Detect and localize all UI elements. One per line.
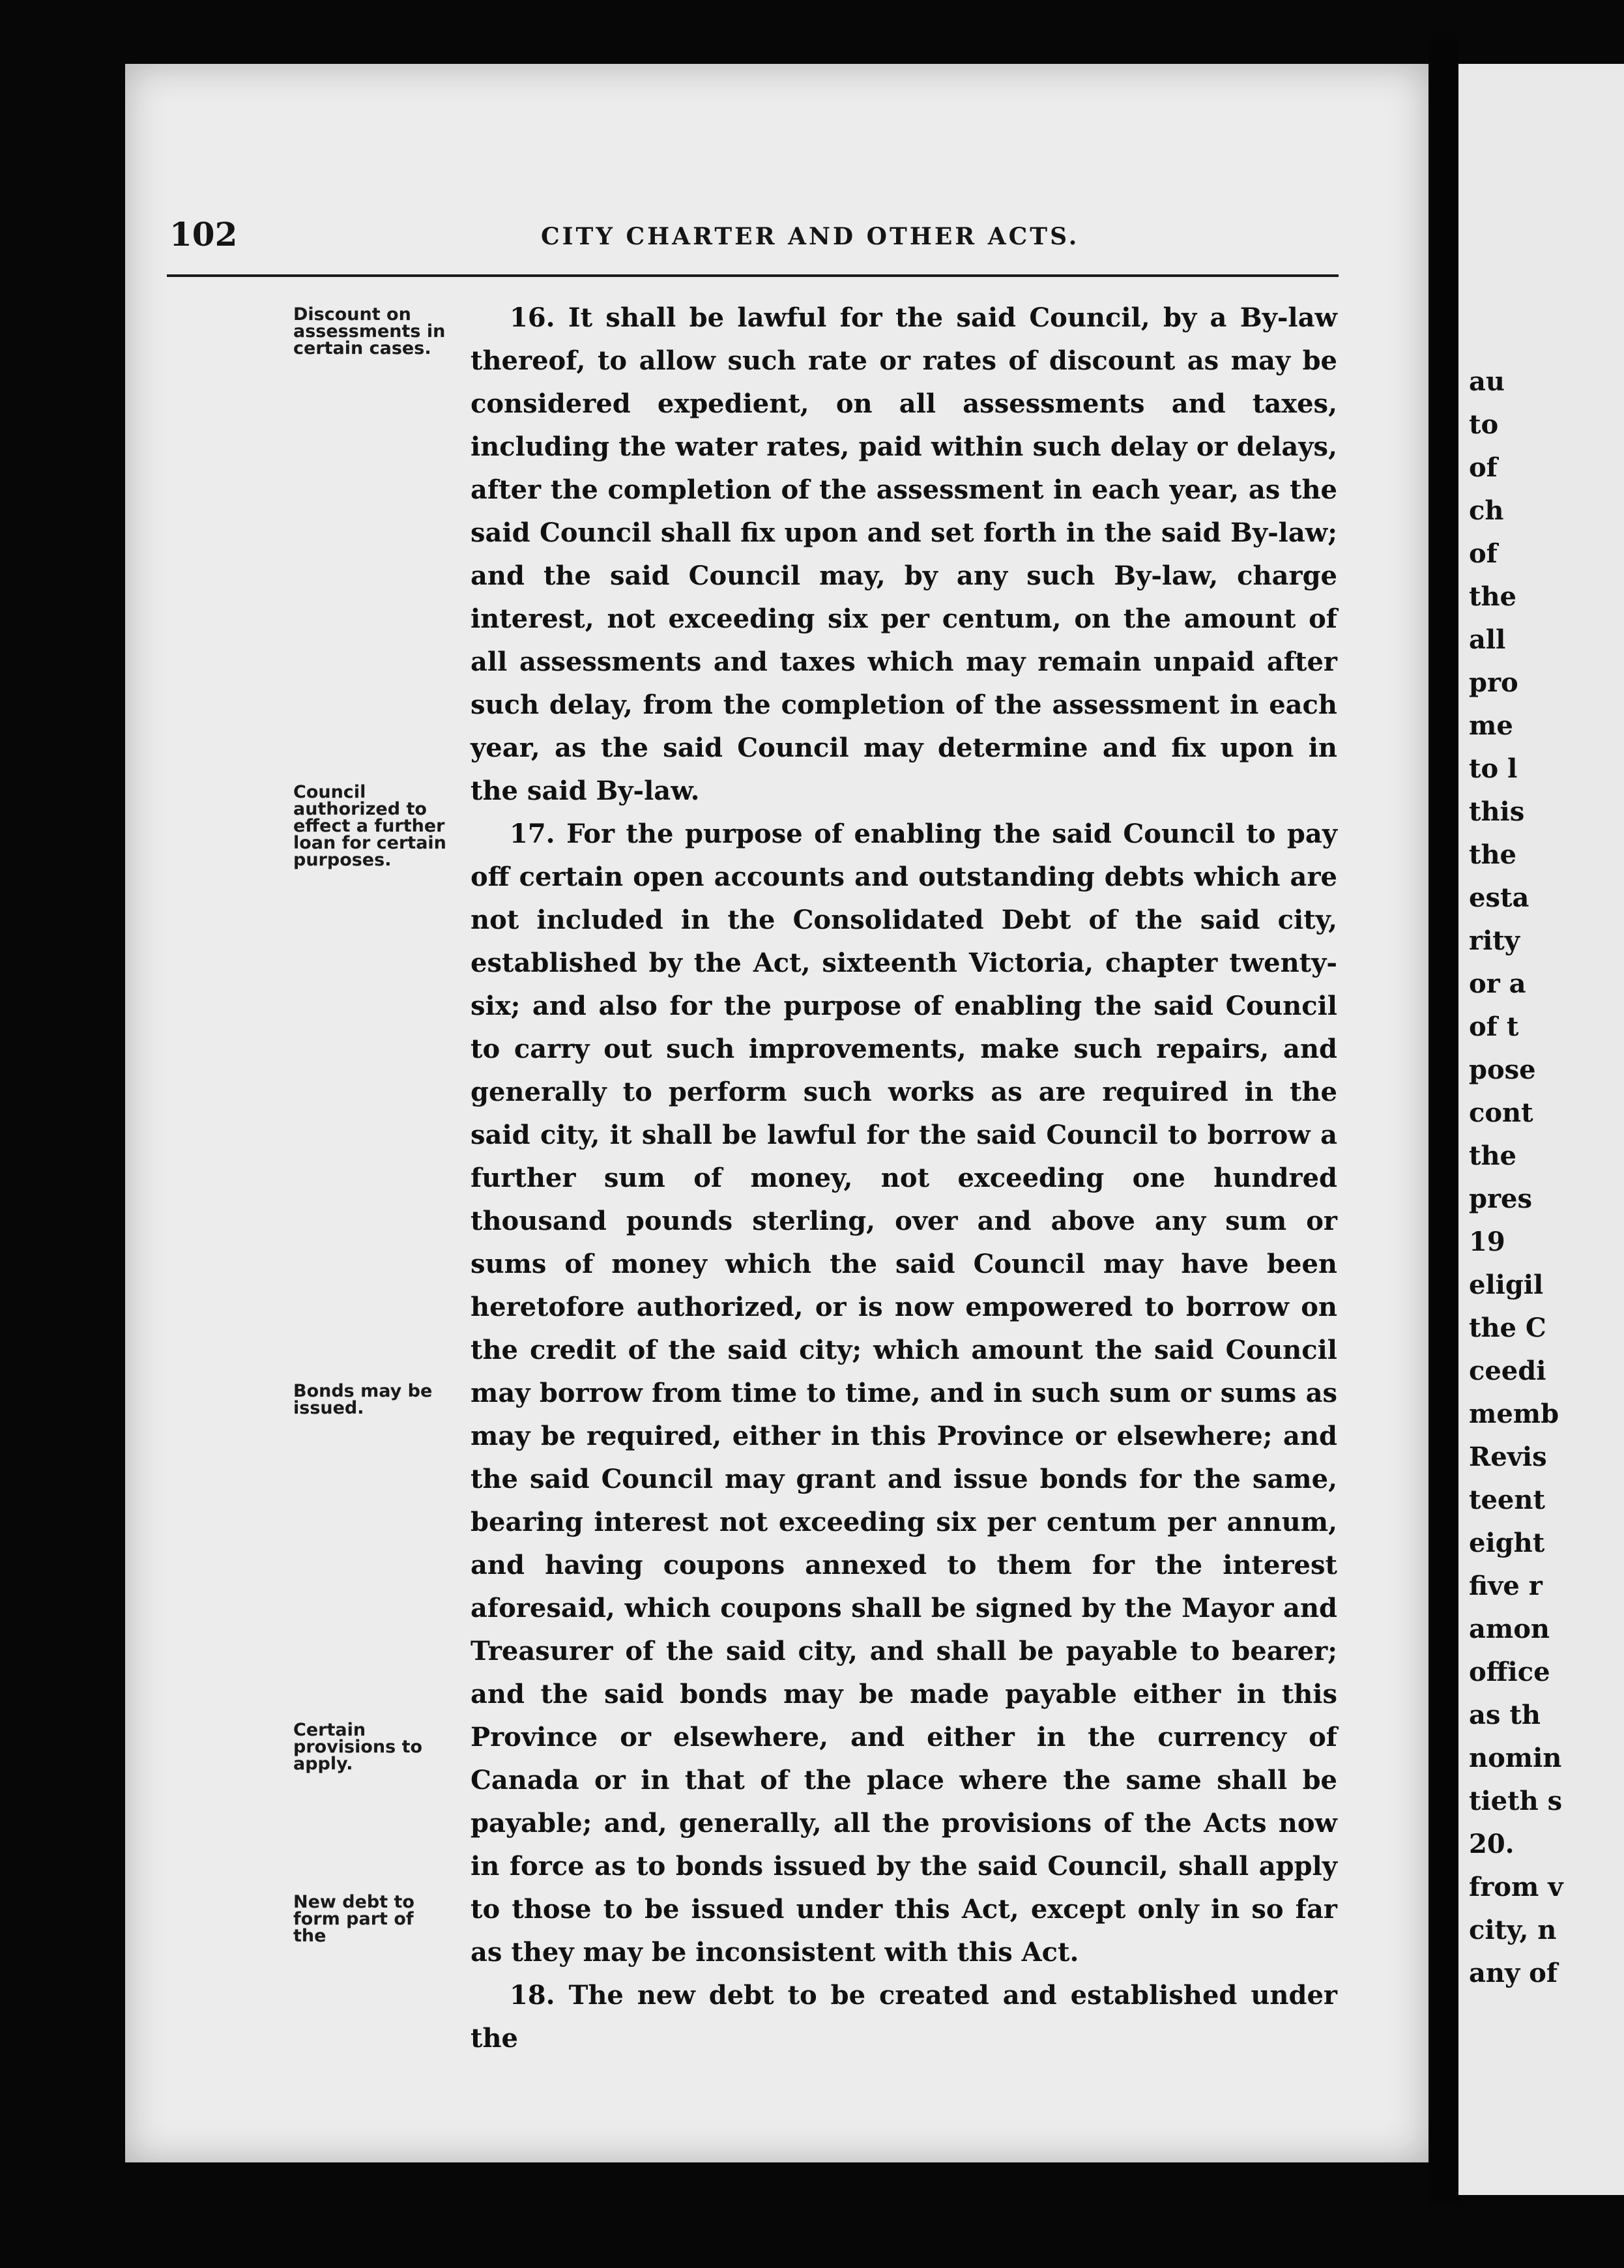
- facing-line: this: [1469, 796, 1525, 827]
- margin-note-bonds: Bonds may be issued.: [293, 1381, 433, 1418]
- facing-line: office: [1469, 1657, 1550, 1687]
- body-text: [471, 297, 1337, 2060]
- section-text: It shall be lawful for the said Council, by a By-law thereof, to allow such rate or rates of discount as may be considered expedient, on all assessments and taxes, including the water rates, paid within such delay or delays, after the completion of the assessment in each year, as the said Council shall fix upon and set forth in the said By-law; and the said Council may, by any such By-law, charge interest, not exceeding six per centum, on the amount of all assessments and taxes which may remain unpaid after such delay, from the completion of the assessment in each year, as the said Council may determine and fix upon in the said By-law.: [471, 302, 1337, 806]
- facing-line: ceedi: [1469, 1356, 1546, 1386]
- section-16: [471, 297, 1337, 813]
- header-rule: [167, 274, 1339, 277]
- facing-line: eight: [1469, 1528, 1545, 1558]
- facing-line: city, n: [1469, 1915, 1557, 1945]
- facing-page-text: [1458, 360, 1563, 1995]
- facing-line: me: [1469, 710, 1513, 741]
- margin-note-provisions: Certain provisions to apply.: [293, 1720, 423, 1774]
- facing-line: au: [1469, 366, 1505, 397]
- section-text: The new debt to be created and established under the: [471, 1980, 1337, 2054]
- gutter-shadow: [1428, 39, 1458, 2203]
- facing-line: any of: [1469, 1958, 1558, 1988]
- facing-line: tieth s: [1469, 1786, 1563, 1816]
- facing-line: or a: [1469, 968, 1526, 999]
- section-number: 16.: [510, 302, 555, 333]
- running-title: CITY CHARTER AND OTHER ACTS.: [541, 223, 1080, 250]
- margin-note-discount: Discount on assessments in certain cases.: [293, 304, 446, 358]
- facing-line: pose: [1469, 1054, 1536, 1085]
- facing-line: eligil: [1469, 1270, 1544, 1300]
- facing-line: to l: [1469, 753, 1518, 784]
- section-18: [471, 1974, 1337, 2060]
- page-header: [169, 215, 1336, 254]
- facing-line: of: [1469, 538, 1498, 569]
- section-17: [471, 813, 1337, 1974]
- section-text: For the purpose of enabling the said Council to pay off certain open accounts and outstanding debts which are not included in the Consolidated Debt of the said city, established by the Act, sixteenth Victoria, chapter twenty-six; and also for the purpose of enabling the said Council to carry out such improvements, make such repairs, and generally to perform such works as are required in the said city, it shall be lawful for the said Council to borrow a further sum of money, not exceeding one hundred thousand pounds sterling, over and above any sum or sums of money which the said Council may have been heretofore authorized, or is now empowered to borrow on the credit of the said city; which amount the said Council may borrow from time to time, and in such sum or sums as may be required, either in this Province or elsewhere; and the said Council may grant and issue bonds for the same, bearing interest not exceeding six per centum per annum, and having coupons annexed to them for the interest aforesaid, which coupons shall be signed by the Mayor and Treasurer of the said city, and shall be payable to bearer; and the said bonds may be made payable either in this Province or elsewhere, and either in the currency of Canada or in that of the place where the same shall be payable; and, generally, all the provisions of the Acts now in force as to bonds issued by the said Council, shall apply to those to be issued under this Act, except only in so far as they may be inconsistent with this Act.: [471, 819, 1337, 1968]
- facing-line: of t: [1469, 1011, 1519, 1042]
- facing-page: [1458, 64, 1624, 2195]
- section-number: 18.: [510, 1980, 555, 2011]
- facing-line: teent: [1469, 1485, 1545, 1515]
- facing-line: the: [1469, 581, 1517, 612]
- facing-line: of: [1469, 452, 1498, 483]
- page-number: 102: [169, 215, 238, 254]
- facing-line: five r: [1469, 1571, 1543, 1601]
- margin-note-new-debt: New debt to form part of the: [293, 1892, 414, 1946]
- facing-line: all: [1469, 624, 1506, 655]
- facing-line: the: [1469, 839, 1517, 870]
- facing-line: from v: [1469, 1872, 1563, 1902]
- facing-line: as th: [1469, 1700, 1541, 1730]
- facing-line: rity: [1469, 925, 1520, 956]
- facing-line: nomin: [1469, 1743, 1562, 1773]
- facing-line: the: [1469, 1141, 1517, 1171]
- facing-line: 20.: [1469, 1829, 1515, 1859]
- facing-line: esta: [1469, 882, 1530, 913]
- facing-line: memb: [1469, 1399, 1559, 1429]
- facing-line: pro: [1469, 667, 1518, 698]
- facing-line: pres: [1469, 1184, 1533, 1214]
- facing-line: the C: [1469, 1313, 1546, 1343]
- section-number: 17.: [510, 819, 555, 849]
- facing-line: amon: [1469, 1614, 1550, 1644]
- facing-line: cont: [1469, 1098, 1533, 1128]
- facing-line: 19: [1469, 1227, 1505, 1257]
- facing-line: Revis: [1469, 1442, 1547, 1472]
- facing-line: to: [1469, 409, 1499, 440]
- margin-note-council-loan: Council authorized to effect a further loan for certain purposes.: [293, 782, 446, 870]
- facing-line: ch: [1469, 495, 1504, 526]
